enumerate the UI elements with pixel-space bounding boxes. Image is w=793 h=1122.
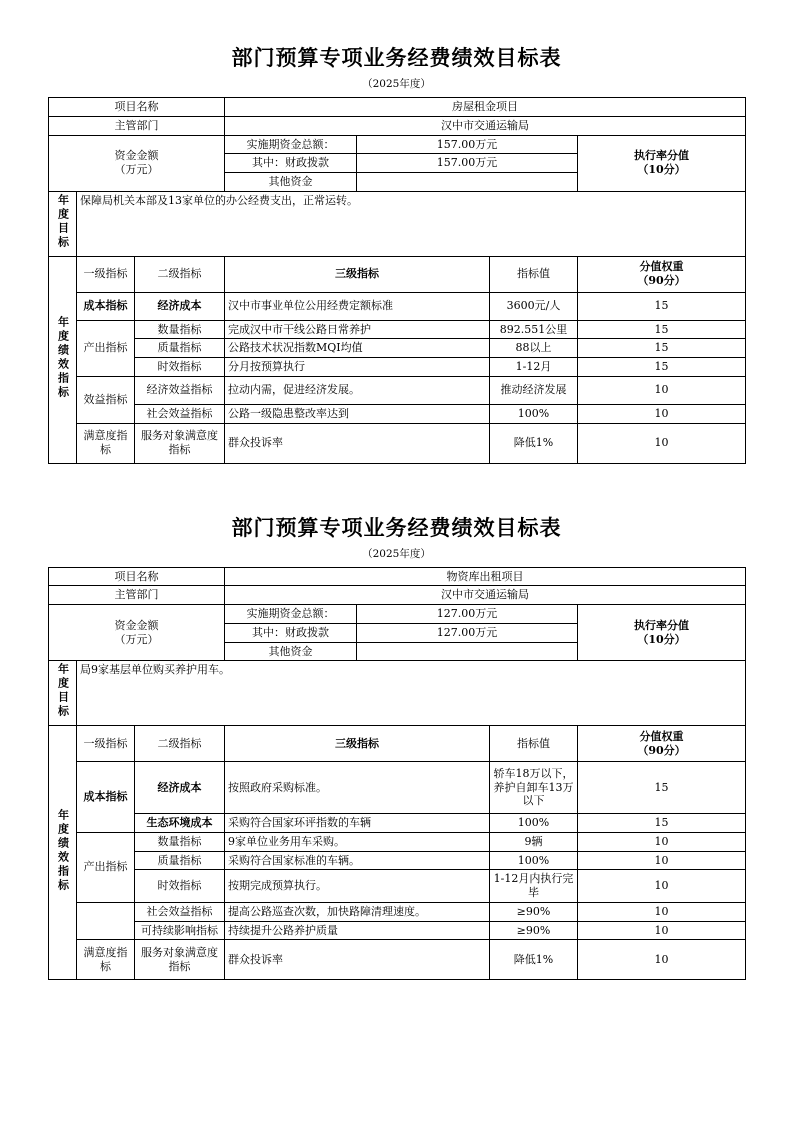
indicator-value: 100%	[490, 404, 578, 423]
level1-satisfaction: 满意度指标	[77, 423, 135, 463]
indicator-value: 轿车18万以下，养护自卸车13万以下	[490, 762, 578, 814]
table-2-title-block	[48, 512, 745, 561]
indicator-value: 1-12月	[490, 358, 578, 377]
level3-text: 持续提升公路养护质量	[225, 921, 490, 940]
dept-value: 汉中市交通运输局	[225, 586, 746, 605]
table-row	[49, 940, 746, 980]
level2-timeliness: 时效指标	[135, 358, 225, 377]
level3-text: 采购符合国家标准的车辆。	[225, 851, 490, 870]
funds-label-text: 资金金额	[114, 618, 159, 632]
indicator-weight: 10	[578, 870, 746, 903]
table-row	[49, 256, 746, 292]
indicator-weight: 10	[578, 940, 746, 980]
dept-label: 主管部门	[49, 116, 225, 135]
indicator-weight: 15	[578, 762, 746, 814]
indicator-value: 1-12月内执行完毕	[490, 870, 578, 903]
funds-label-text: 资金金额	[114, 149, 159, 163]
level1-benefit: 效益指标	[77, 376, 135, 423]
project-name-value: 物资库出租项目	[225, 567, 746, 586]
col-header-value: 指标值	[490, 256, 578, 292]
funds-item-value: 127.00万元	[357, 623, 578, 642]
dept-label: 主管部门	[49, 586, 225, 605]
project-name-label: 项目名称	[49, 98, 225, 117]
level2-quality: 质量指标	[135, 851, 225, 870]
funds-label	[49, 605, 225, 661]
indicator-value: 100%	[490, 851, 578, 870]
table-row	[49, 586, 746, 605]
col-header-level2: 二级指标	[135, 256, 225, 292]
table-1-title-block	[48, 42, 745, 91]
funds-item-value	[357, 173, 578, 192]
perf-indicator-label-text: 年度绩效指标	[56, 808, 70, 893]
performance-table-1	[48, 97, 746, 464]
table-row	[49, 814, 746, 833]
table-row	[49, 358, 746, 377]
dept-value: 汉中市交通运输局	[225, 116, 746, 135]
perf-indicator-label-text: 年度绩效指标	[56, 315, 70, 400]
level3-text: 公路技术状况指数MQI均值	[225, 339, 490, 358]
table-row	[49, 921, 746, 940]
page-subtitle-1: （2025年度）	[362, 78, 431, 90]
perf-indicator-label	[49, 256, 77, 463]
indicator-weight: 10	[578, 902, 746, 921]
level3-text: 汉中市事业单位公用经费定额标准	[225, 292, 490, 320]
level1-blank	[77, 902, 135, 940]
table-row	[49, 292, 746, 320]
col-header-weight	[578, 726, 746, 762]
level3-text: 9家单位业务用车采购。	[225, 832, 490, 851]
level3-text: 完成汉中市干线公路日常养护	[225, 320, 490, 339]
level2-eco-env-cost: 生态环境成本	[135, 814, 225, 833]
indicator-value: 降低1%	[490, 423, 578, 463]
table-row	[49, 376, 746, 404]
table-row	[49, 339, 746, 358]
funds-item-label: 实施期资金总额：	[225, 605, 357, 624]
indicator-value: ≥90%	[490, 921, 578, 940]
level3-text: 群众投诉率	[225, 423, 490, 463]
funds-item-value	[357, 642, 578, 661]
level3-text: 按期完成预算执行。	[225, 870, 490, 903]
indicator-weight: 10	[578, 404, 746, 423]
indicator-value: 88以上	[490, 339, 578, 358]
col-header-value: 指标值	[490, 726, 578, 762]
indicator-value: 降低1%	[490, 940, 578, 980]
level3-text: 采购符合国家环评指数的车辆	[225, 814, 490, 833]
funds-item-label: 实施期资金总额：	[225, 135, 357, 154]
level2-social-benefit: 社会效益指标	[135, 404, 225, 423]
level3-text: 拉动内需，促进经济发展。	[225, 376, 490, 404]
funds-item-value: 157.00万元	[357, 154, 578, 173]
level1-cost: 成本指标	[77, 762, 135, 833]
funds-unit-text: （万元）	[114, 632, 159, 646]
level2-timeliness: 时效指标	[135, 870, 225, 903]
funds-item-label: 其他资金	[225, 173, 357, 192]
level3-text: 按照政府采购标准。	[225, 762, 490, 814]
level2-social-benefit: 社会效益指标	[135, 902, 225, 921]
indicator-value: 892.551公里	[490, 320, 578, 339]
table-row	[49, 423, 746, 463]
col-header-level1: 一级指标	[77, 256, 135, 292]
page-subtitle-2: （2025年度）	[362, 547, 431, 560]
funds-item-label: 其中：财政拨款	[225, 623, 357, 642]
exec-rate-label: 执行率分值	[634, 618, 689, 632]
funds-item-label: 其他资金	[225, 642, 357, 661]
col-header-level1: 一级指标	[77, 726, 135, 762]
table-row	[49, 726, 746, 762]
level1-output: 产出指标	[77, 320, 135, 376]
annual-goal-text: 局9家基层单位购买养护用车。	[77, 661, 746, 726]
exec-rate-cell	[578, 605, 746, 661]
annual-goal-label-text: 年度目标	[56, 663, 70, 720]
col-header-weight-text: 分值权重	[639, 729, 684, 743]
indicator-value: 9辆	[490, 832, 578, 851]
level2-sustainable-impact: 可持续影响指标	[135, 921, 225, 940]
indicator-weight: 10	[578, 851, 746, 870]
funds-item-value: 127.00万元	[357, 605, 578, 624]
table-row	[49, 191, 746, 256]
table-row	[49, 762, 746, 814]
level2-service-satisfaction: 服务对象满意度指标	[135, 423, 225, 463]
indicator-value: 推动经济发展	[490, 376, 578, 404]
indicator-weight: 15	[578, 339, 746, 358]
level2-economic-cost: 经济成本	[135, 762, 225, 814]
level1-cost: 成本指标	[77, 292, 135, 320]
col-header-weight-score: （90分）	[637, 274, 686, 287]
annual-goal-text: 保障局机关本部及13家单位的办公经费支出，正常运转。	[77, 191, 746, 256]
exec-rate-cell	[578, 135, 746, 191]
table-row	[49, 902, 746, 921]
project-name-label: 项目名称	[49, 567, 225, 586]
indicator-weight: 10	[578, 832, 746, 851]
level2-economic-cost: 经济成本	[135, 292, 225, 320]
table-row	[49, 567, 746, 586]
table-row	[49, 98, 746, 117]
indicator-weight: 10	[578, 423, 746, 463]
page-title-1: 部门预算专项业务经费绩效目标表	[231, 46, 562, 70]
indicator-value: 3600元/人	[490, 292, 578, 320]
funds-item-value: 157.00万元	[357, 135, 578, 154]
indicator-weight: 15	[578, 814, 746, 833]
col-header-weight-score: （90分）	[637, 743, 686, 757]
indicator-value: ≥90%	[490, 902, 578, 921]
table-gap	[48, 464, 745, 498]
level2-quantity: 数量指标	[135, 832, 225, 851]
funds-unit-text: （万元）	[114, 163, 159, 177]
table-row	[49, 832, 746, 851]
indicator-weight: 15	[578, 320, 746, 339]
page-title-2: 部门预算专项业务经费绩效目标表	[231, 515, 562, 540]
indicator-weight: 15	[578, 358, 746, 377]
level2-economic-benefit: 经济效益指标	[135, 376, 225, 404]
table-row	[49, 851, 746, 870]
table-row	[49, 870, 746, 903]
level1-output: 产出指标	[77, 832, 135, 902]
annual-goal-label	[49, 191, 77, 256]
level2-quality: 质量指标	[135, 339, 225, 358]
performance-table-2	[48, 567, 746, 981]
level2-quantity: 数量指标	[135, 320, 225, 339]
exec-rate-score: （10分）	[637, 163, 686, 177]
col-header-level3: 三级指标	[225, 726, 490, 762]
col-header-level3: 三级指标	[225, 256, 490, 292]
exec-rate-score: （10分）	[637, 632, 686, 646]
table-row	[49, 605, 746, 624]
perf-indicator-label	[49, 726, 77, 980]
indicator-weight: 15	[578, 292, 746, 320]
level2-service-satisfaction: 服务对象满意度指标	[135, 940, 225, 980]
exec-rate-label: 执行率分值	[634, 149, 690, 163]
level3-text: 群众投诉率	[225, 940, 490, 980]
level3-text: 分月按预算执行	[225, 358, 490, 377]
funds-item-label: 其中：财政拨款	[225, 154, 357, 173]
table-row	[49, 135, 746, 154]
level1-satisfaction: 满意度指标	[77, 940, 135, 980]
indicator-value: 100%	[490, 814, 578, 833]
indicator-weight: 10	[578, 376, 746, 404]
project-name-value: 房屋租金项目	[225, 98, 746, 117]
funds-label	[49, 135, 225, 191]
table-row	[49, 116, 746, 135]
table-row	[49, 320, 746, 339]
col-header-weight	[578, 256, 746, 292]
table-row	[49, 661, 746, 726]
level3-text: 提高公路巡查次数，加快路障清理速度。	[225, 902, 490, 921]
level3-text: 公路一级隐患整改率达到	[225, 404, 490, 423]
indicator-weight: 10	[578, 921, 746, 940]
table-row	[49, 404, 746, 423]
col-header-level2: 二级指标	[135, 726, 225, 762]
annual-goal-label-text: 年度目标	[56, 193, 70, 250]
annual-goal-label	[49, 661, 77, 726]
col-header-weight-text: 分值权重	[639, 260, 684, 274]
